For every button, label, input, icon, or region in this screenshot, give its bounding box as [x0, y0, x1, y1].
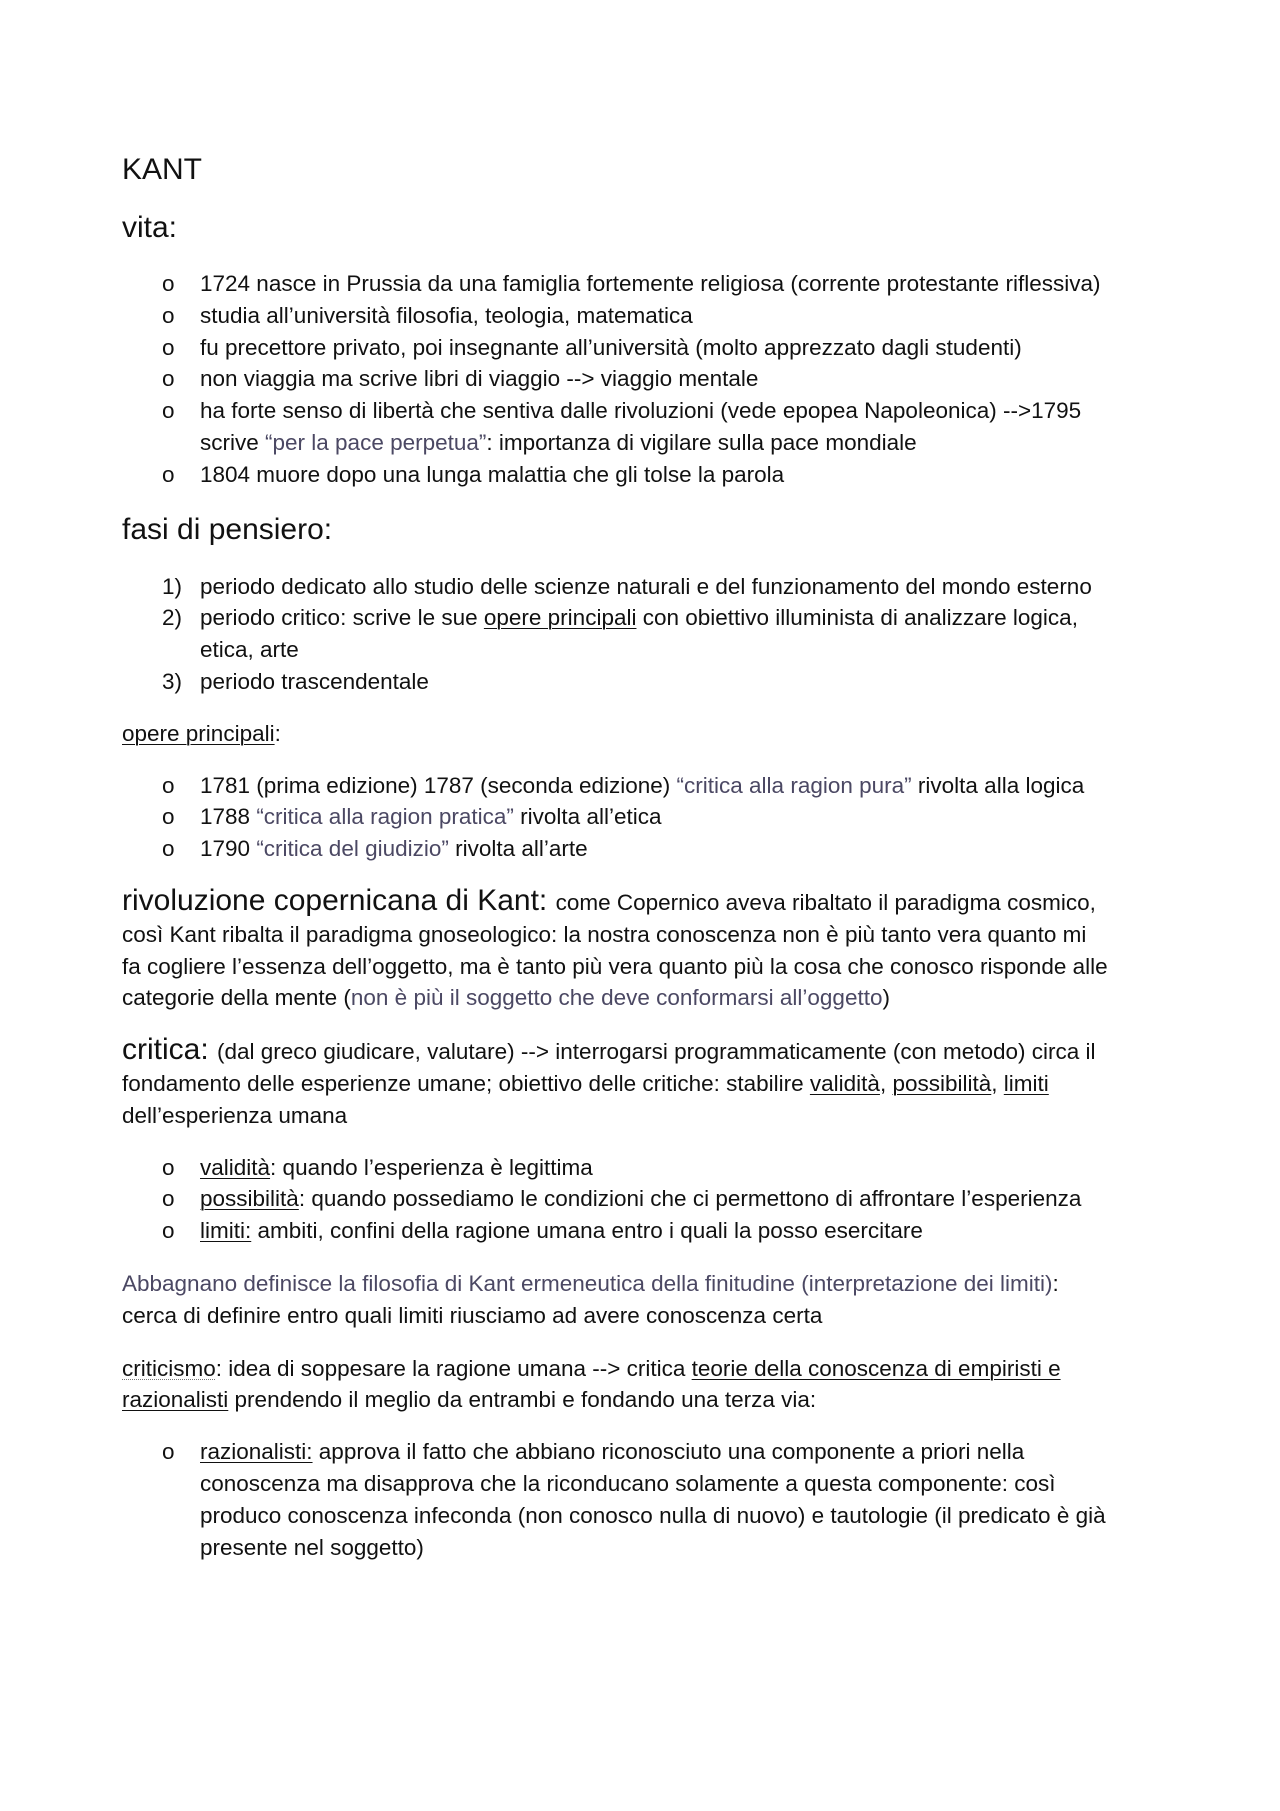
bullet-marker: o	[162, 804, 175, 830]
number-marker: 3)	[162, 668, 183, 694]
bullet-marker: o	[162, 302, 175, 328]
book-title: “critica alla ragion pura”	[676, 772, 912, 798]
bullet-marker: o	[162, 366, 175, 392]
bullet-marker: o	[162, 836, 175, 862]
list-item: o razionalisti: approva il fatto che abbiano riconosciuto una componente a priori nella conoscenza ma disapprova che la riconducano solamente a questa componente: così produco conoscenza infeconda (non conosco nulla di nuovo) e tautologie (il predicato è già presente nel soggetto)	[122, 1436, 1172, 1563]
bullet-marker: o	[162, 334, 175, 360]
opere-link[interactable]: opere principali	[483, 605, 637, 631]
fasi-heading: fasi di pensiero:	[122, 512, 333, 546]
list-item: o 1788 “critica alla ragion pratica” rivolta all’etica	[122, 801, 1172, 833]
bullet-marker: o	[162, 1439, 175, 1465]
list-item: 1) periodo dedicato allo studio delle scienze naturali e del funzionamento del mondo esterno	[122, 571, 1172, 603]
list-item: o ha forte senso di libertà che sentiva dalle rivoluzioni (vede epopea Napoleonica) -->1795 scrive “per la pace perpetua”: importanza di vigilare sulla pace mondiale	[122, 395, 1172, 459]
number-marker: 1)	[162, 573, 183, 599]
bullet-marker: o	[162, 271, 175, 296]
list-item: o 1724 nasce in Prussia da una famiglia fortemente religiosa (corrente protestante riflessiva)	[122, 268, 1172, 300]
list-item: o non viaggia ma scrive libri di viaggio --> viaggio mentale	[122, 363, 1172, 395]
vita-list	[122, 268, 1172, 491]
list-item: 2) periodo critico: scrive le sue opere principali con obiettivo illuminista di analizzare logica, etica, arte	[122, 602, 1172, 666]
bullet-marker: o	[162, 461, 175, 487]
book-title: “critica alla ragion pratica”	[256, 804, 514, 830]
bullet-marker: o	[162, 1186, 175, 1212]
list-item: o validità: quando l’esperienza è legittima	[122, 1152, 1172, 1184]
opere-list	[122, 770, 1172, 865]
bullet-marker: o	[162, 772, 175, 798]
list-item: o 1781 (prima edizione) 1787 (seconda edizione) “critica alla ragion pura” rivolta alla logica	[122, 770, 1172, 802]
list-item: o possibilità: quando possediamo le condizioni che ci permettono di affrontare l’esperienza	[122, 1183, 1172, 1215]
abbagnano-paragraph: Abbagnano definisce la filosofia di Kant ermeneutica della finitudine (interpretazione dei limiti): cerca di definire entro quali limiti riusciamo ad avere conoscenza certa	[122, 1270, 1059, 1328]
list-item: 3) periodo trascendentale	[122, 666, 1172, 698]
vita-heading: vita:	[122, 211, 178, 244]
list-item: o studia all’università filosofia, teologia, matematica	[122, 300, 1172, 332]
bullet-marker: o	[162, 1154, 175, 1180]
page-title: KANT	[122, 153, 203, 186]
critica-list	[122, 1152, 1172, 1247]
list-item: o fu precettore privato, poi insegnante all’università (molto apprezzato dagli studenti)	[122, 332, 1172, 364]
rivoluzione-heading: rivoluzione copernicana di Kant:	[122, 883, 556, 917]
opere-heading: opere principali:	[122, 720, 281, 746]
bullet-marker: o	[162, 398, 175, 424]
critica-heading: critica:	[122, 1033, 218, 1067]
book-title: “critica del giudizio”	[256, 836, 449, 862]
document-body	[122, 150, 1172, 1563]
fasi-list	[122, 571, 1172, 698]
bullet-marker: o	[162, 1218, 175, 1244]
razionalisti-list	[122, 1436, 1172, 1563]
critica-paragraph: critica: (dal greco giudicare, valutare) --> interrogarsi programmaticamente (con metodo) circa il fondamento delle esperienze umane; obiettivo delle critiche: stabilire validità, possibilità, limiti dell’esperienza umana	[122, 1033, 1096, 1128]
list-item: o limiti: ambiti, confini della ragione umana entro i quali la posso esercitare	[122, 1215, 1172, 1247]
list-item: o 1804 muore dopo una lunga malattia che gli tolse la parola	[122, 459, 1172, 491]
criticismo-paragraph: criticismo: idea di soppesare la ragione umana --> critica teorie della conoscenza di empiristi e razionalisti prendendo il meglio da entrambi e fondando una terza via:	[122, 1355, 1061, 1413]
rivoluzione-paragraph: rivoluzione copernicana di Kant: come Copernico aveva ribaltato il paradigma cosmico, così Kant ribalta il paradigma gnoseologico: la nostra conoscenza non è più tanto vera quanto mi fa cogliere l’essenza dell’oggetto, ma è tanto più vera quanto più la cosa che conosco risponde alle categorie della mente (non è più il soggetto che deve conformarsi all’oggetto)	[122, 883, 1108, 1011]
number-marker: 2)	[162, 605, 183, 631]
list-item: o 1790 “critica del giudizio” rivolta all’arte	[122, 833, 1172, 865]
book-title: “per la pace perpetua”	[265, 429, 487, 455]
